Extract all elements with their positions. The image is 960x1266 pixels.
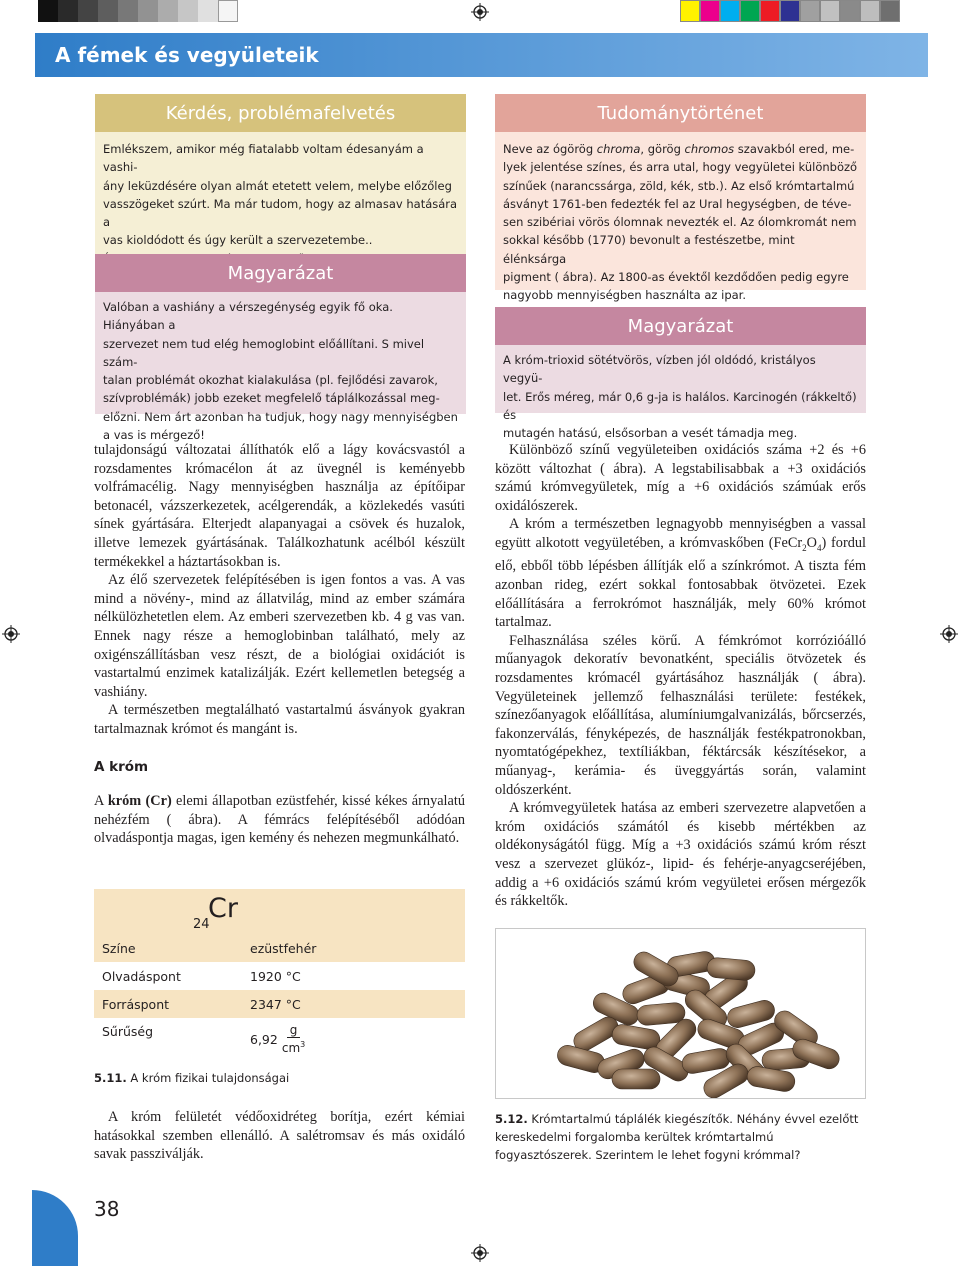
table-row (94, 934, 465, 962)
explanation-line: előzni. Nem árt azonban ha tudjuk, hogy nagy mennyiségben (103, 409, 458, 424)
explanation-box-left (95, 254, 466, 443)
subscript: 2 (802, 542, 807, 553)
registration-mark-icon (940, 625, 958, 643)
subscript: 4 (816, 542, 822, 553)
history-line: pigment ( ábra). Az 1800-as évektől kezdődően pedig egyre (503, 270, 849, 285)
chapter-title: A fémek és vegyületeik (55, 43, 319, 67)
explanation-box-right (495, 307, 866, 441)
explanation-box-title: Magyarázat (495, 307, 866, 345)
history-line: színűek (narancssárga, zöld, kék, stb.). Az első krómtartalmú (503, 178, 855, 193)
property-name: Sűrűség (102, 1024, 154, 1039)
history-line: sokkal később (1770) bevonult a festészetbe, mint élénksárga (503, 233, 795, 266)
explanation-line: Valóban a vashiány a vérszegénység egyik fő oka. Hiányában a (103, 300, 393, 333)
property-value: ezüstfehér (250, 940, 317, 956)
property-value (244, 1024, 305, 1055)
figure-caption-5-11 (94, 1069, 465, 1087)
text: elemi állapotban ezüstfehér, kissé kékes árnyalatú nehézfém ( ábra). A fémrács felépítéséből adódóan olvadáspontja magas, igen kemény és nehezen megmunkálható. (94, 793, 465, 847)
paragraph: Különböző színű vegyületeiben oxidációs száma +2 és +6 között változhat ( ábra). A legstabilisabbak a +3 oxidációs számú krómvegyületek, míg a +6 oxidációs számúak erős oxidálószerek. (495, 442, 866, 514)
element-name: króm (Cr) (107, 793, 172, 810)
left-text-column (94, 441, 465, 848)
explanation-line: szívproblémák) jobb ezeket megfelelő táplálkozással meg- (103, 391, 440, 406)
registration-mark-icon (2, 625, 20, 643)
property-value: 1920 °C (250, 968, 301, 984)
explanation-line: szervezet nem tud elég hemoglobint előállítani. S mivel szám- (103, 336, 425, 369)
history-term: chroma (596, 142, 641, 156)
explanation-line: mutagén hatású, elsősorban a vesét támadja meg. (503, 426, 798, 441)
chromium-property-table (94, 889, 465, 1059)
property-name: Forráspont (102, 996, 170, 1012)
paragraph: Az élő szervezetek felépítésében is igen fontos a vas. A vas mind a növény-, mind az állatvilág, mind az ember számára nélkülözhetetlen elem. Az emberi szervezetben kb. 4 g vas van. Ennek nagy része a hemoglobinban található, mely az oxigénszállításban vesz részt, de a biológiai oxidációt is vastartalmú enzimek katalizálják. Ezért kellemetlen betegség a vashiány. (94, 572, 465, 700)
explanation-line: talan problémát okozhat kialakulása (pl. fejlődési zavarok, (103, 373, 438, 388)
capsule-icon (706, 957, 756, 981)
explanation-line: A króm-trioxid sötétvörös, vízben jól oldódó, kristályos vegyü- (503, 353, 816, 386)
question-line: ány leküzdésére olyan almát etetett velem, melybe előzőleg (103, 178, 452, 193)
history-line: ásványt 1761-ben fedezték fel az Ural hegységben, de téve- (503, 196, 852, 211)
question-line: vas kioldódott és úgy került a szervezetembe.. (103, 233, 373, 248)
history-term: chromos (684, 142, 735, 156)
question-box (95, 94, 466, 254)
density-unit (282, 1024, 305, 1055)
right-text-column (495, 441, 866, 911)
caption-text: Krómtartalmú táplálék kiegészítők. Néhány évvel ezelőtt kereskedelmi forgalomba kerültek krómtartalmú fogyasztószerek. Szerintem le lehet fogyni krómmal? (495, 1112, 859, 1162)
question-box-title: Kérdés, problémafelvetés (95, 94, 466, 132)
explanation-line: a vas is mérgező! (103, 428, 205, 443)
paragraph: A krómvegyületek hatása az emberi szervezetre alapvetően a króm oxidációs számától és kisebb mértékben az oldékonyságától függ. Míg a +3 oxidációs számú króm részt vesz a szervezet glükóz-, lipid- és fehérje-anyagcseréjében, addig a +6 oxidációs számú króm vegyületei erősen mérgezők és rákkeltők. (495, 800, 866, 910)
element-symbol: Cr (208, 893, 238, 924)
print-calibration-strip-color (680, 0, 900, 22)
history-box-title: Tudománytörténet (495, 94, 866, 132)
question-line: vasszögeket szúrt. Ma már tudom, hogy az almasav hatására a (103, 196, 458, 230)
history-line: sen szibériai vörös ólomnak nevezték el. Az ólomkromát nem (503, 215, 857, 230)
explanation-box-title: Magyarázat (95, 254, 466, 292)
property-name: Olvadáspont (102, 968, 181, 984)
registration-mark-icon (471, 1244, 489, 1262)
page-corner-tab (32, 1190, 78, 1266)
history-box-text (495, 132, 866, 313)
history-line: lyek jelentése színes, és arra utal, hogy vegyületei különböző (503, 160, 858, 175)
table-row (94, 1018, 465, 1059)
paragraph: A természetben megtalálható vastartalmú ásványok gyakran tartalmaznak krómot és mangánt is. (94, 702, 465, 737)
figure-number: 5.12. (495, 1112, 528, 1126)
figure-caption-5-12 (495, 1110, 866, 1164)
unit-denominator (282, 1038, 305, 1055)
capsule-icon (612, 1069, 660, 1089)
paragraph: A króm felületét védőoxidréteg borítja, ezért kémiai hatásokkal szemben ellenálló. A salétromsav és más oxidáló savak passziválják. (94, 1109, 465, 1163)
page-number: 38 (94, 1197, 120, 1221)
caption-text: A króm fizikai tulajdonságai (126, 1071, 290, 1085)
text: A króm a természetben legnagyobb mennyiségben a vassal együtt alkotott vegyületében, a krómvaskőben (FeCr (495, 516, 866, 551)
explanation-box-text (95, 292, 466, 448)
property-value: 2347 °C (250, 996, 301, 1012)
element-symbol-header (94, 889, 465, 934)
text: A (94, 793, 108, 810)
history-text: szavakból ered, me- (734, 142, 855, 156)
paragraph: tulajdonságú változatai állíthatók elő a lágy kovácsvastól a rozsdamentes krómacélon át az üvegnél is keményebb volfrámacélig. Nagy mennyiségben használja az építőipar betonacél, vázszerkezetek, acélgerendák, a közlekedés vasúti sínek gyártására. Elterjedt alapanyagai a csövek és huzalok, illetve lemezek gyártásának. Találkozhatunk acélból készült termékekkel a háztartásokban is. (94, 442, 465, 570)
paragraph (495, 515, 866, 631)
chapter-header-bar (35, 33, 928, 77)
history-line (503, 140, 858, 158)
table-row (94, 962, 465, 990)
history-text: , görög (640, 142, 685, 156)
paragraph: Felhasználása széles körű. A fémkrómot korrózióálló műanyagok dekoratív bevonatként, speciális ötvözetek és rozsdamentes krómacél gyártásához használják ( ábra). Vegyületeinek jellemző felhasználási területe: festékek, színezőanyagok előállítása, alumíniumgalvanizálás, bőrcserzés, fakonzerválás, fényképezés, de használják festékpatronokban, nyomtatógépekhez, textíliákban, féktárcsák készítésekor, a műanyag-, kerámia- és üveggyártás során, valamint oldószerként. (495, 632, 866, 798)
print-calibration-strip-gray (38, 0, 238, 22)
property-name: Színe (102, 940, 136, 956)
atomic-number: 24 (193, 917, 210, 932)
question-line: Emlékszem, amikor még fiatalabb voltam édesanyám a vashi- (103, 142, 424, 175)
section-heading: A króm (94, 758, 149, 775)
history-box (495, 94, 866, 303)
text: O (806, 534, 817, 551)
capsules-photo (495, 928, 866, 1099)
explanation-line: let. Erős méreg, már 0,6 g-ja is halálos. Karcinogén (rákkeltő) és (503, 389, 857, 422)
text: ) fordul elő, ebből több lépésben állítják elő a színkrómot. A tiszta fém azonban rideg, ezért sokkal fontosabbak ötvözetei. Ezek előállítására a ferrokrómot használják, mely 60% krómot tartalmaz. (495, 534, 866, 631)
registration-mark-icon (471, 3, 489, 21)
history-text: Neve az ógörög (503, 142, 597, 156)
explanation-box-text (495, 345, 866, 446)
table-row (94, 990, 465, 1018)
unit-base: cm (281, 1041, 301, 1055)
capsules-illustration (496, 929, 866, 1099)
paragraph (94, 792, 465, 848)
capsule-icon (746, 1065, 797, 1093)
density-value: 6,92 (250, 1032, 278, 1047)
unit-exponent: 3 (300, 1040, 306, 1049)
unit-numerator: g (287, 1024, 301, 1038)
figure-number: 5.11. (94, 1071, 127, 1085)
history-line: nagyobb mennyiségben használta az ipar. (503, 288, 746, 303)
